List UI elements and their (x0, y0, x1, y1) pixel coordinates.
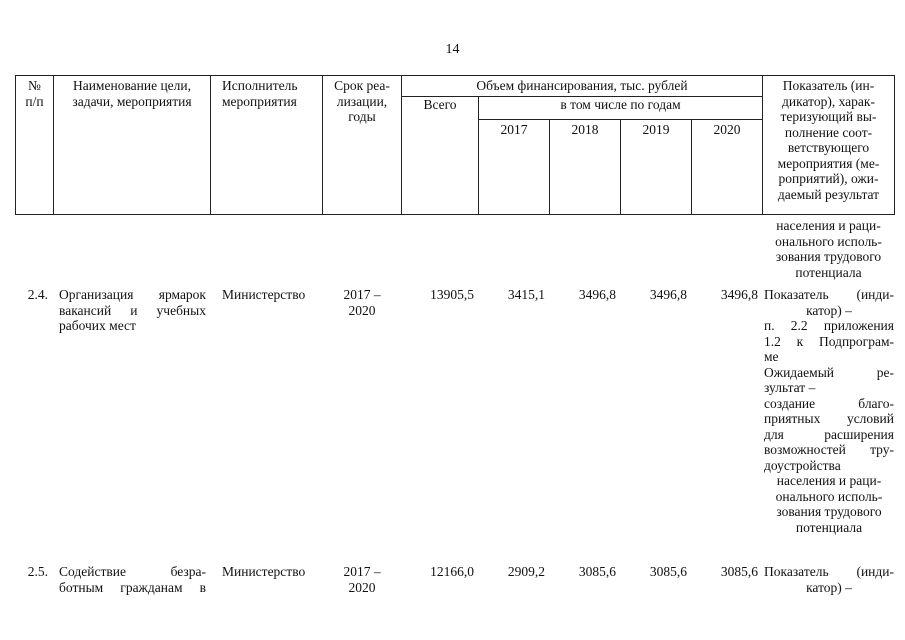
header-year-2019: 2019 (642, 122, 670, 137)
row-indicator: Показатель (инди- катор) – (764, 564, 894, 595)
header-executor: Исполнитель мероприятия (222, 78, 298, 109)
row-total: 12166,0 (430, 564, 474, 579)
page-number: 14 (445, 42, 460, 57)
header-year-2020: 2020 (713, 122, 741, 137)
row-number: 2.5. (27, 564, 48, 579)
row-2018: 3085,6 (578, 564, 616, 579)
row-executor: Министерство (222, 287, 306, 302)
row-2018: 3496,8 (578, 287, 616, 302)
row-executor: Министерство (222, 564, 306, 579)
row-2019: 3496,8 (649, 287, 687, 302)
row-name: Содействие безра- ботным гражданам в (59, 564, 206, 595)
row-indicator: Показатель (инди- катор) – п. 2.2 приложения 1.2 к Подпрограм- ме Ожидаемый ре- зультат – создание благо- приятных условий для расширения возможностей тру- доустройства населения и раци- онального исполь- зования трудового потенциала (764, 287, 894, 535)
row-term: 2017 – 2020 (343, 287, 381, 318)
header-indicator: Показатель (ин- дикатор), харак- теризующий вы- полнение соот- ветствующего мероприятия (ме- роприятий), ожи- даемый результат (777, 78, 880, 202)
row-total: 13905,5 (430, 287, 474, 302)
header-name: Наименование цели, задачи, мероприятия (72, 78, 192, 109)
header-total: Всего (423, 97, 457, 112)
row-2020: 3085,6 (720, 564, 758, 579)
header-year-2017: 2017 (500, 122, 528, 137)
row-name: Организация ярмарок вакансий и учебных рабочих мест (59, 287, 206, 333)
row-2017: 3415,1 (507, 287, 545, 302)
row-2017: 2909,2 (507, 564, 545, 579)
row-2020: 3496,8 (720, 287, 758, 302)
row-number: 2.4. (27, 287, 48, 302)
row-2019: 3085,6 (649, 564, 687, 579)
header-year-2018: 2018 (571, 122, 599, 137)
header-funding: Объем финансирования, тыс. рублей (476, 78, 688, 93)
header-term: Срок реа- лизации, годы (334, 78, 390, 124)
carryover-indicator-text: населения и раци- онального исполь- зования трудового потенциала (775, 218, 882, 280)
row-term: 2017 – 2020 (343, 564, 381, 595)
header-num: № п/п (25, 78, 44, 109)
header-by-years: в том числе по годам (560, 97, 681, 112)
